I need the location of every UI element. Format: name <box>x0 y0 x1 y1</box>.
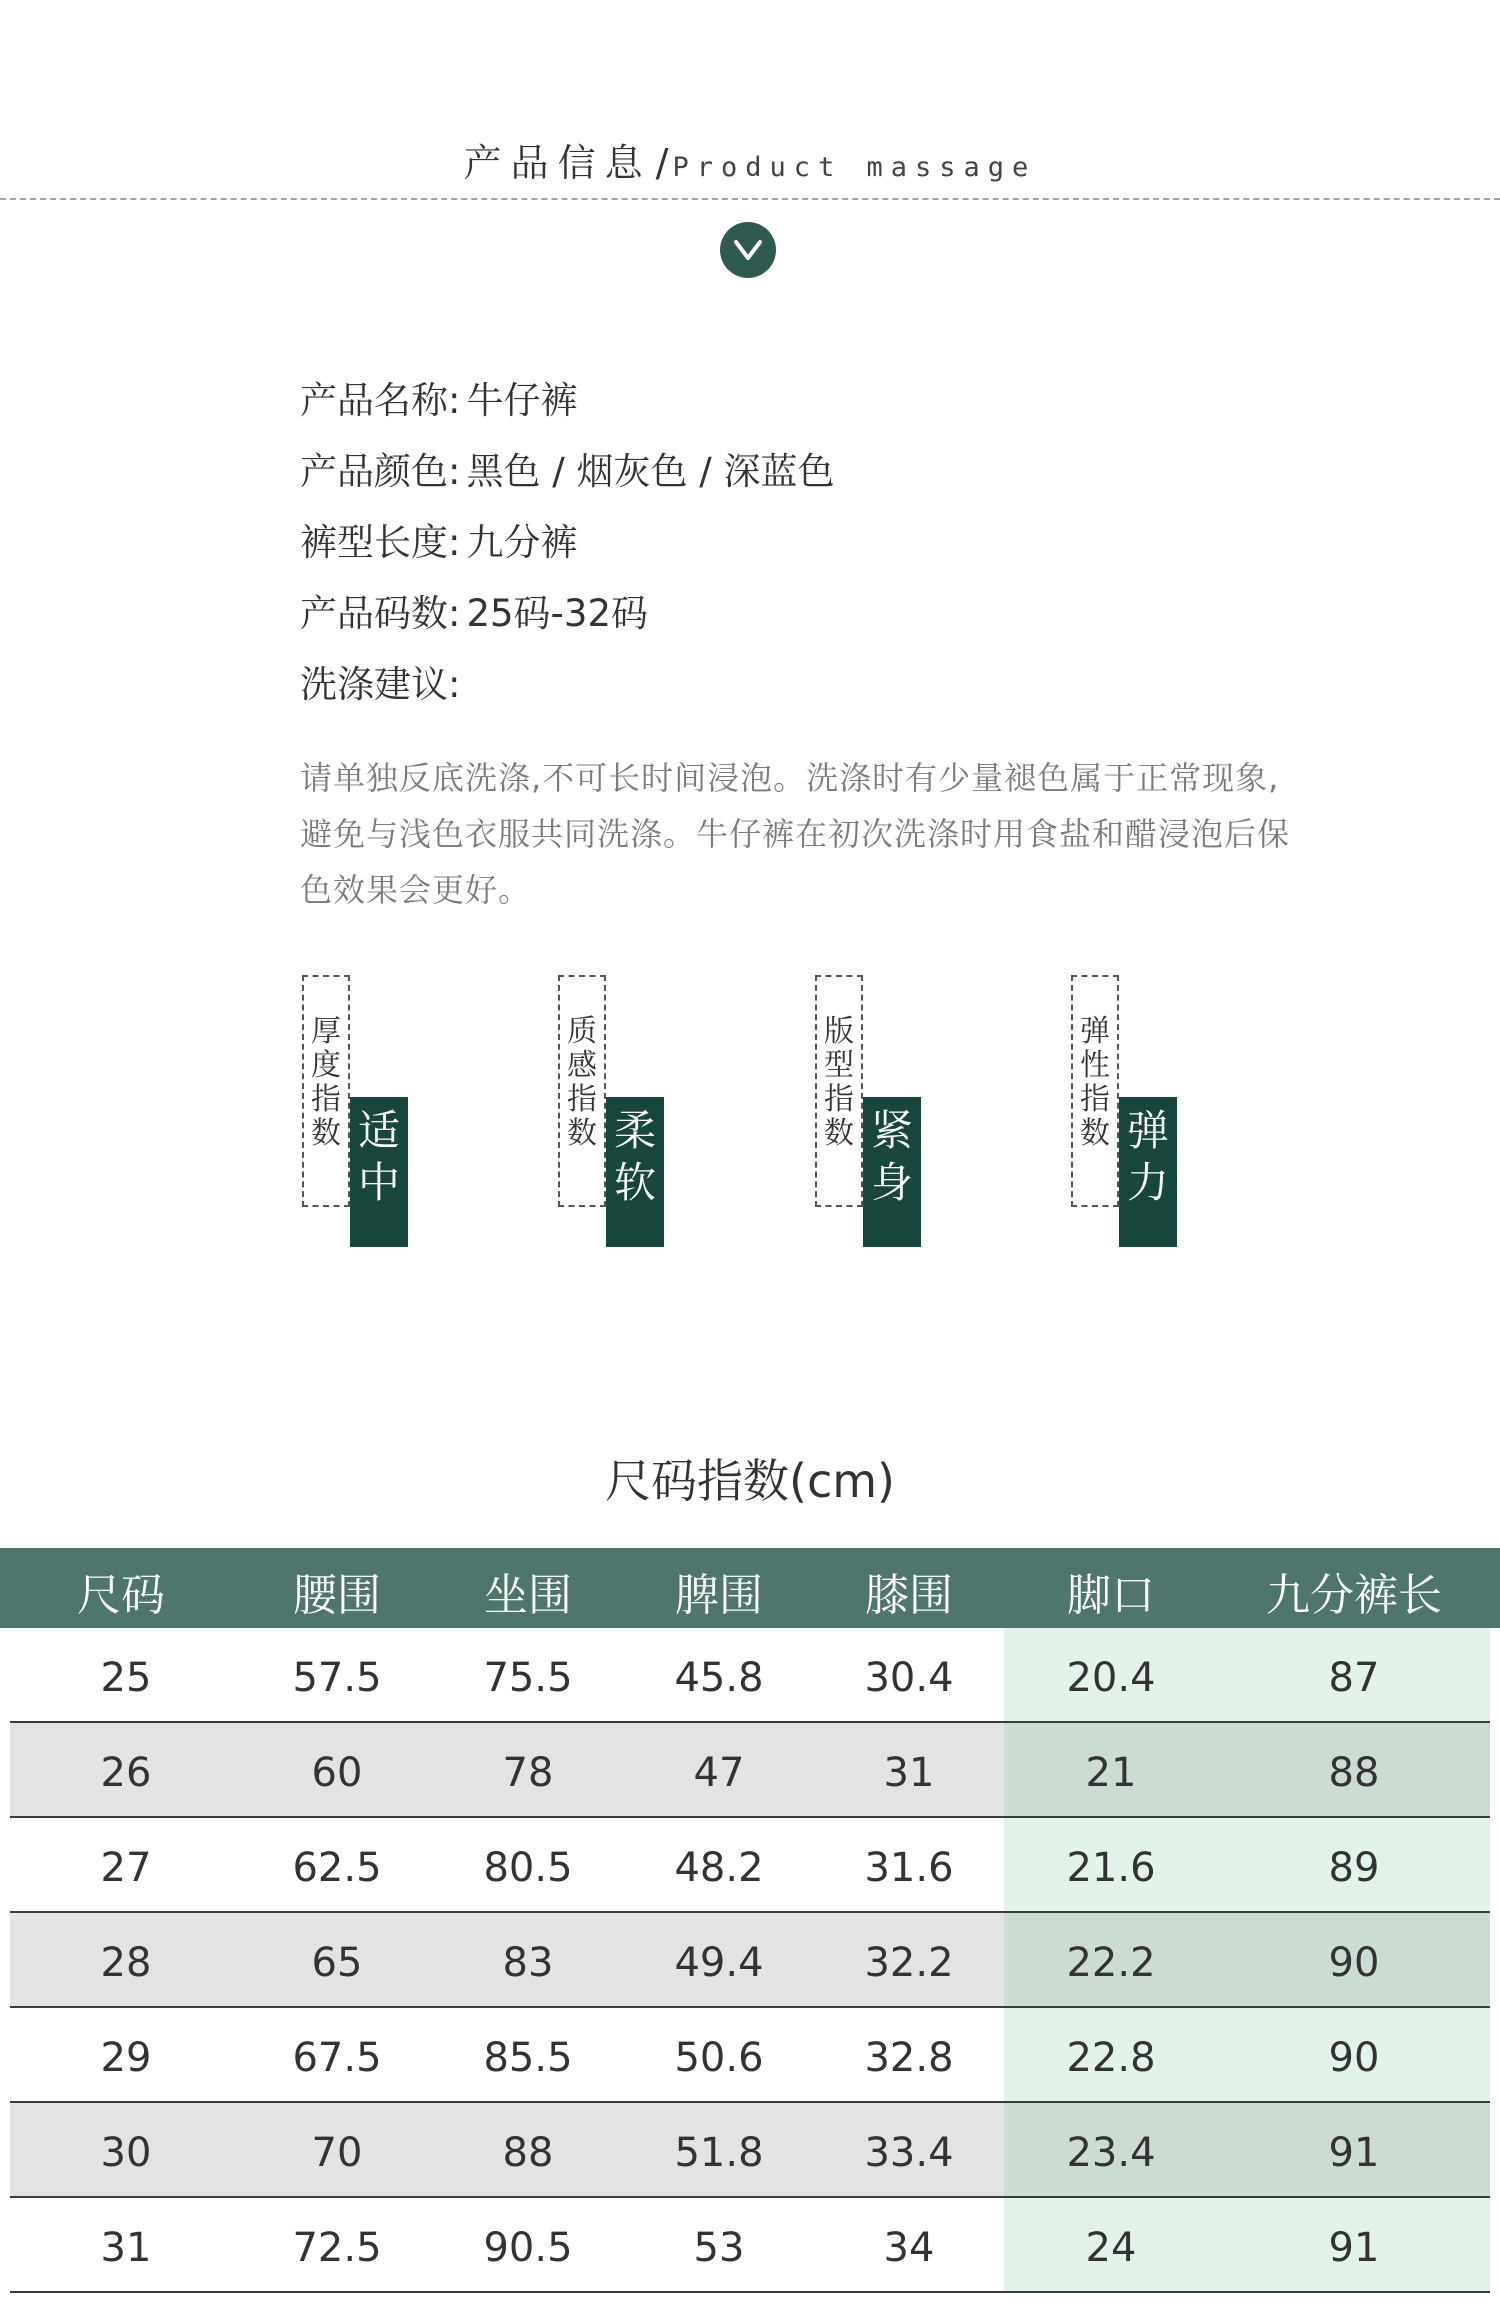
table-cell: 47 <box>693 1749 745 1796</box>
info-value: 九分裤 <box>466 521 578 564</box>
table-cell: 90 <box>1218 1913 1490 2006</box>
table-cell: 89 <box>1218 1818 1490 1911</box>
table-cell: 30 <box>100 2129 152 2176</box>
info-row-wash <box>300 654 834 725</box>
table-cell: 24 <box>1004 2198 1218 2291</box>
chevron-down-icon <box>720 222 776 278</box>
table-cell: 34 <box>883 2224 935 2271</box>
info-row-name <box>300 370 834 441</box>
table-cell: 31 <box>100 2224 152 2271</box>
table-cell: 72.5 <box>292 2224 382 2271</box>
table-cell: 25 <box>100 1654 152 1701</box>
table-cell: 50.6 <box>674 2034 764 2081</box>
table-cell: 31 <box>883 1749 935 1796</box>
table-row <box>10 1913 1490 2008</box>
size-chart-title: 尺码指数(cm) <box>605 1454 895 1508</box>
table-header <box>0 1548 1500 1628</box>
index-label: 版 型 指 数 <box>815 975 863 1207</box>
table-cell: 78 <box>502 1749 554 1796</box>
table-cell: 48.2 <box>674 1844 764 1891</box>
info-label: 产品名称: <box>300 379 461 422</box>
info-row-length <box>300 512 834 583</box>
table-cell: 85.5 <box>483 2034 573 2081</box>
product-info-list <box>300 370 834 725</box>
index-value: 紧 身 <box>863 1097 921 1247</box>
index-elasticity <box>1071 975 1181 1250</box>
table-cell: 62.5 <box>292 1844 382 1891</box>
index-label: 弹 性 指 数 <box>1071 975 1119 1207</box>
table-cell: 67.5 <box>292 2034 382 2081</box>
table-row <box>10 1818 1490 1913</box>
table-row <box>10 1723 1490 1818</box>
info-label: 产品颜色: <box>300 450 461 493</box>
index-texture <box>558 975 668 1250</box>
table-cell: 65 <box>311 1939 363 1986</box>
column-header: 九分裤长 <box>1266 1570 1442 1621</box>
table-row <box>10 2198 1490 2293</box>
header-separator: / <box>655 141 669 185</box>
table-row <box>10 2008 1490 2103</box>
info-row-size <box>300 583 834 654</box>
table-cell: 90 <box>1218 2008 1490 2101</box>
table-cell: 51.8 <box>674 2129 764 2176</box>
table-cell: 20.4 <box>1004 1628 1218 1721</box>
table-cell: 30.4 <box>864 1654 954 1701</box>
table-cell: 75.5 <box>483 1654 573 1701</box>
size-table <box>0 1548 1500 2293</box>
index-label: 质 感 指 数 <box>558 975 606 1207</box>
column-header: 膝围 <box>865 1570 953 1621</box>
table-cell: 22.2 <box>1004 1913 1218 2006</box>
column-header: 坐围 <box>484 1570 572 1621</box>
table-cell: 90.5 <box>483 2224 573 2271</box>
table-cell: 32.2 <box>864 1939 954 1986</box>
table-cell: 31.6 <box>864 1844 954 1891</box>
table-cell: 21 <box>1004 1723 1218 1816</box>
table-cell: 53 <box>693 2224 745 2271</box>
table-cell: 33.4 <box>864 2129 954 2176</box>
table-cell: 57.5 <box>292 1654 382 1701</box>
info-value: 黑色 / 烟灰色 / 深蓝色 <box>466 450 835 493</box>
index-label: 厚 度 指 数 <box>302 975 350 1207</box>
header-title-cn: 产品信息 <box>463 141 652 185</box>
table-cell: 91 <box>1218 2198 1490 2291</box>
index-value: 适 中 <box>350 1097 408 1247</box>
table-row <box>10 2103 1490 2198</box>
index-value: 弹 力 <box>1119 1097 1177 1247</box>
table-cell: 91 <box>1218 2103 1490 2196</box>
info-label: 洗涤建议: <box>300 663 461 706</box>
column-header: 脚口 <box>1067 1570 1155 1621</box>
table-cell: 22.8 <box>1004 2008 1218 2101</box>
index-value: 柔 软 <box>606 1097 664 1247</box>
table-cell: 49.4 <box>674 1939 764 1986</box>
table-cell: 26 <box>100 1749 152 1796</box>
column-header: 尺码 <box>77 1570 165 1621</box>
header-title-en: Product massage <box>672 152 1037 183</box>
table-row <box>10 1628 1490 1723</box>
table-cell: 32.8 <box>864 2034 954 2081</box>
info-row-color <box>300 441 834 512</box>
table-cell: 27 <box>100 1844 152 1891</box>
table-cell: 28 <box>100 1939 152 1986</box>
index-fit <box>815 975 925 1250</box>
column-header: 腰围 <box>293 1570 381 1621</box>
index-thickness <box>302 975 412 1250</box>
table-cell: 60 <box>311 1749 363 1796</box>
table-cell: 88 <box>1218 1723 1490 1816</box>
table-cell: 88 <box>502 2129 554 2176</box>
column-header: 脾围 <box>675 1570 763 1621</box>
info-value: 牛仔裤 <box>466 379 578 422</box>
table-cell: 70 <box>311 2129 363 2176</box>
table-cell: 87 <box>1218 1628 1490 1721</box>
section-header <box>0 132 1500 187</box>
wash-advice-text: 请单独反底洗涤,不可长时间浸泡。洗涤时有少量褪色属于正常现象,避免与浅色衣服共同洗涤。牛仔裤在初次洗涤时用食盐和醋浸泡后保色效果会更好。 <box>300 759 1291 909</box>
info-value: 25码-32码 <box>466 592 648 635</box>
table-cell: 45.8 <box>674 1654 764 1701</box>
info-label: 裤型长度: <box>300 521 461 564</box>
table-cell: 80.5 <box>483 1844 573 1891</box>
dashed-divider <box>0 198 1500 200</box>
table-body <box>0 1628 1500 2293</box>
table-cell: 23.4 <box>1004 2103 1218 2196</box>
table-cell: 21.6 <box>1004 1818 1218 1911</box>
info-label: 产品码数: <box>300 592 461 635</box>
table-cell: 83 <box>502 1939 554 1986</box>
table-cell: 29 <box>100 2034 152 2081</box>
